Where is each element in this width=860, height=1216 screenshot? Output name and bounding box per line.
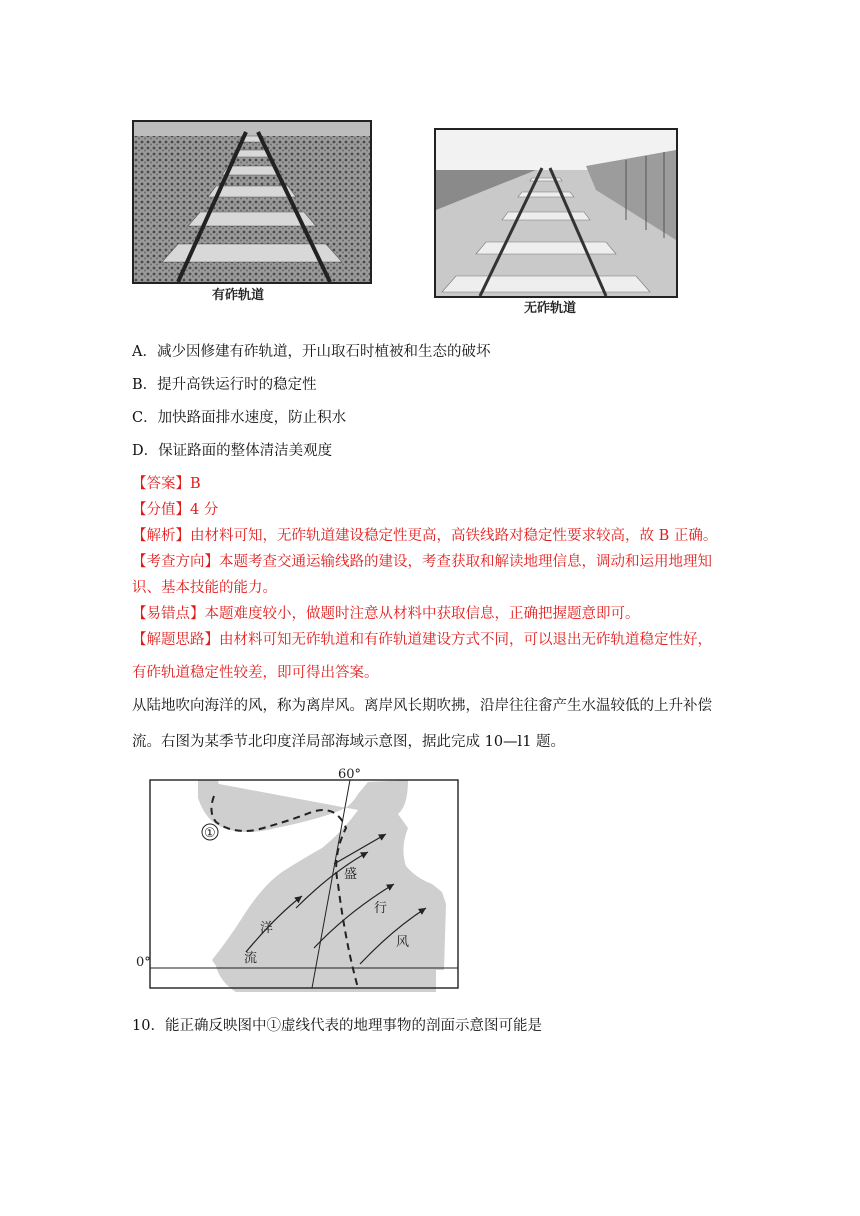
option-b: B．提升高铁运行时的稳定性	[132, 377, 317, 393]
ballastless-track-image	[436, 130, 676, 296]
option-d: D．保证路面的整体清洁美观度	[132, 443, 333, 459]
approach-line1: 【解题思路】由材料可知无砟轨道和有砟轨道建设方式不同，可以退出无砟轨道稳定性好，	[132, 632, 712, 648]
passage-line1: 从陆地吹向海洋的风，称为离岸风。离岸风长期吹拂，沿岸往往畲产生水温较低的上升补偿	[132, 698, 712, 714]
approach-line2: 有砟轨道稳定性较差，即可得出答案。	[132, 665, 379, 681]
ballasted-track-photo	[132, 120, 372, 284]
longitude-label: 60°	[338, 767, 362, 782]
indian-ocean-map	[136, 766, 464, 992]
answer: 【答案】B	[132, 476, 201, 492]
marker-label: ①	[204, 826, 216, 841]
option-a: A．减少因修建有砟轨道，开山取石时植被和生态的破坏	[132, 344, 491, 360]
label-xing: 行	[374, 901, 388, 916]
latitude-label: 0°	[136, 955, 151, 970]
passage-line2: 流。右图为某季节北印度洋局部海域示意图，据此完成 10—l1 题。	[132, 734, 566, 750]
question-10: 10．能正确反映图中①虚线代表的地理事物的剖面示意图可能是	[132, 1018, 542, 1034]
analysis: 【解析】由材料可知，无砟轨道建设稳定性更高，高铁线路对稳定性要求较高，故 B 正确。	[132, 528, 718, 544]
ballasted-track-caption: 有砟轨道	[212, 288, 265, 303]
score: 【分值】4 分	[132, 502, 219, 518]
indian-ocean-map-svg	[136, 766, 464, 992]
pitfall: 【易错点】本题难度较小，做题时注意从材料中获取信息，正确把握题意即可。	[132, 606, 640, 622]
test-direction-line1: 【考查方向】本题考查交通运输线路的建设，考查获取和解读地理信息，调动和运用地理知	[132, 554, 712, 570]
label-yang: 洋	[260, 921, 274, 936]
label-liu: 流	[244, 951, 258, 966]
ballastless-track-caption: 无砟轨道	[524, 301, 577, 316]
ballastless-track-photo	[434, 128, 678, 298]
test-direction-line2: 识、基本技能的能力。	[132, 580, 277, 596]
ballasted-track-image	[134, 122, 370, 282]
option-c: C．加快路面排水速度，防止积水	[132, 410, 347, 426]
label-feng: 风	[396, 935, 410, 950]
label-sheng: 盛	[344, 867, 358, 882]
